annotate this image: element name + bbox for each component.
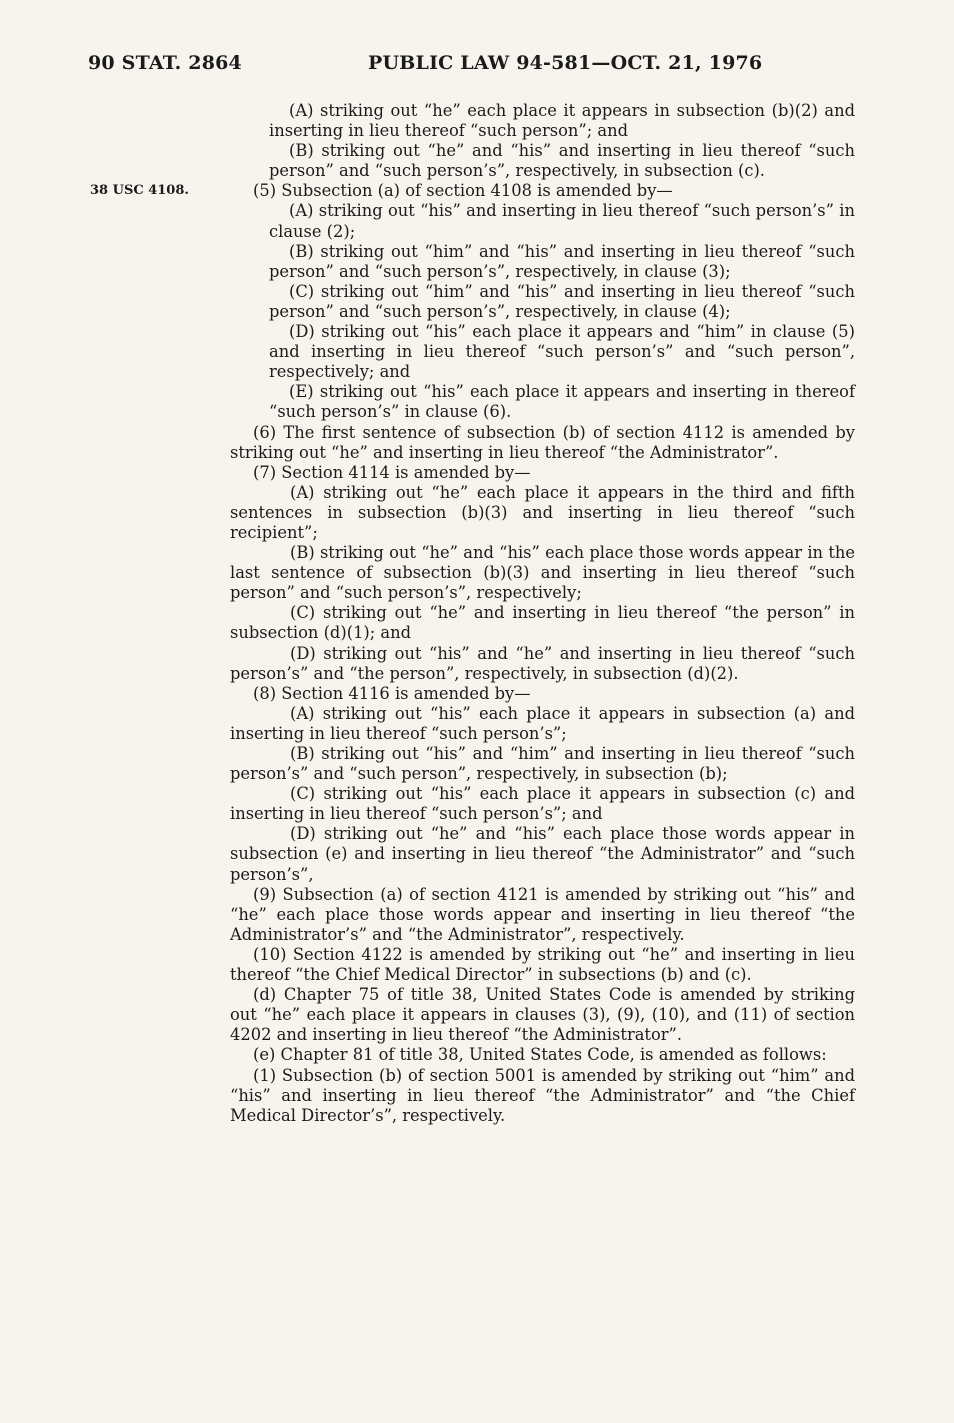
paragraph: (A) striking out “he” each place it appears in the third and fifth sentences in subsection (b)(3) and inserting in lieu thereof “such recipient”; xyxy=(230,482,855,542)
paragraph: (A) striking out “his” and inserting in lieu thereof “such person’s” in clause (2); xyxy=(269,201,855,241)
paragraph: (A) striking out “he” each place it appears in subsection (b)(2) and inserting in lieu thereof “such person”; and xyxy=(269,101,855,141)
public-law-title: PUBLIC LAW 94-581—OCT. 21, 1976 xyxy=(368,52,763,74)
margin-citation: 38 USC 4108. xyxy=(90,183,189,198)
paragraph: (D) striking out “his” and “he” and inserting in lieu thereof “such person’s” and “the person”, respectively, in subsection (d)(2). xyxy=(230,643,855,683)
paragraph: (A) striking out “his” each place it appears in subsection (a) and inserting in lieu thereof “such person’s”; xyxy=(230,703,855,743)
paragraph: (8) Section 4116 is amended by— xyxy=(253,683,531,703)
paragraph: (B) striking out “he” and “his” each place those words appear in the last sentence of subsection (b)(3) and inserting in lieu thereof “such person” and “such person’s”, respectively; xyxy=(230,543,855,603)
paragraph: (D) striking out “he” and “his” each place those words appear in subsection (e) and inserting in lieu thereof “the Administrator” and “such person’s”, xyxy=(230,824,855,884)
page-header xyxy=(88,52,868,82)
paragraph: (C) striking out “his” each place it appears in subsection (c) and inserting in lieu thereof “such person’s”; and xyxy=(230,784,855,824)
paragraph: (5) Subsection (a) of section 4108 is amended by— xyxy=(253,181,673,201)
paragraph: (9) Subsection (a) of section 4121 is amended by striking out “his” and “he” each place those words appear and inserting in lieu thereof “the Administrator’s” and “the Administrator”, respectively. xyxy=(230,884,855,944)
paragraph: (6) The first sentence of subsection (b) of section 4112 is amended by striking out “he” and inserting in lieu thereof “the Administrator”. xyxy=(230,422,855,462)
paragraph: (B) striking out “he” and “his” and inserting in lieu thereof “such person” and “such person’s”, respectively, in subsection (c). xyxy=(269,141,855,181)
paragraph: (d) Chapter 75 of title 38, United States Code is amended by striking out “he” each place it appears in clauses (3), (9), (10), and (11) of section 4202 and inserting in lieu thereof “the Administrator”. xyxy=(230,985,855,1045)
paragraph: (C) striking out “him” and “his” and inserting in lieu thereof “such person” and “such person’s”, respectively, in clause (4); xyxy=(269,281,855,321)
paragraph: (1) Subsection (b) of section 5001 is amended by striking out “him” and “his” and inserting in lieu thereof “the Administrator” and “the Chief Medical Director’s”, respectively. xyxy=(230,1065,855,1125)
document-body xyxy=(230,101,855,1126)
paragraph: (e) Chapter 81 of title 38, United States Code, is amended as follows: xyxy=(253,1045,827,1065)
paragraph: (C) striking out “he” and inserting in lieu thereof “the person” in subsection (d)(1); and xyxy=(230,603,855,643)
statute-page-number: 90 STAT. 2864 xyxy=(88,52,242,74)
paragraph: (D) striking out “his” each place it appears and “him” in clause (5) and inserting in lieu thereof “such person’s” and “such person”, respectively; and xyxy=(269,322,855,382)
paragraph: (10) Section 4122 is amended by striking out “he” and inserting in lieu thereof “the Chief Medical Director” in subsections (b) and (c). xyxy=(230,944,855,985)
paragraph: (7) Section 4114 is amended by— xyxy=(253,462,531,482)
paragraph: (B) striking out “him” and “his” and inserting in lieu thereof “such person” and “such person’s”, respectively, in clause (3); xyxy=(269,241,855,281)
paragraph: (B) striking out “his” and “him” and inserting in lieu thereof “such person’s” and “such person”, respectively, in subsection (b); xyxy=(230,744,855,784)
paragraph: (E) striking out “his” each place it appears and inserting in thereof “such person’s” in clause (6). xyxy=(269,382,855,422)
